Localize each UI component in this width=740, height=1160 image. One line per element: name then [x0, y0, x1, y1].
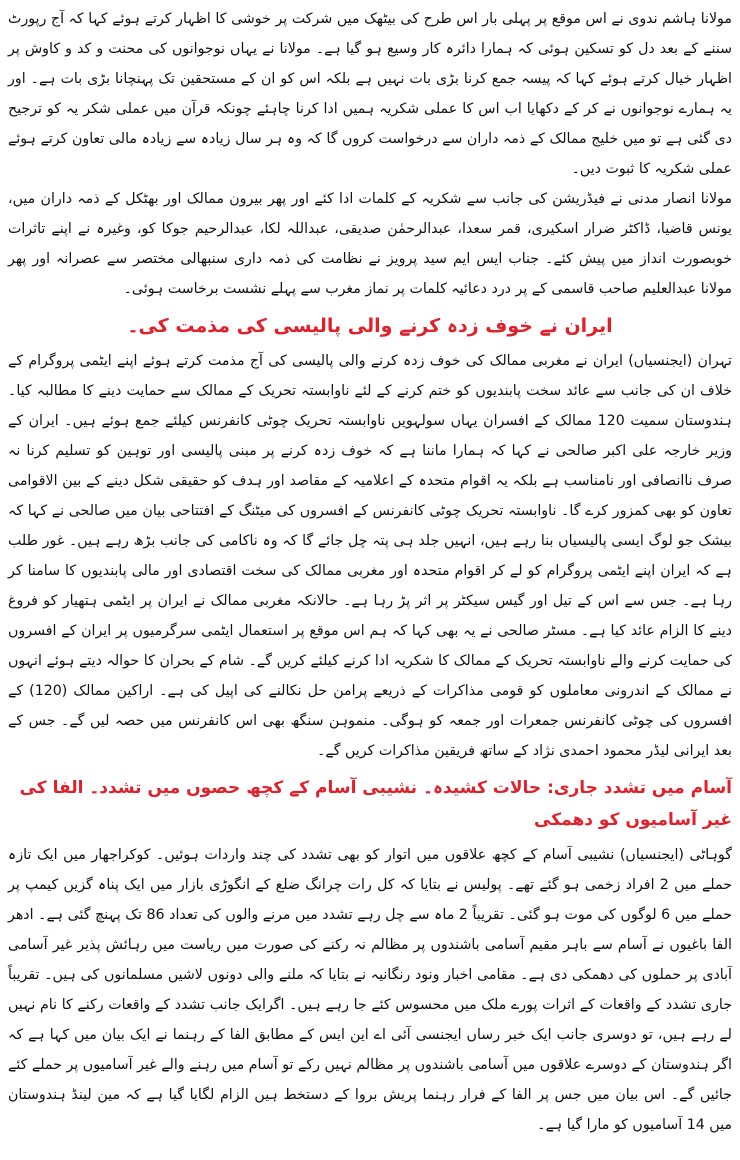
article-paragraph-intro-2: مولانا انصار مدنی نے فیڈریشن کی جانب سے شکریہ کے کلمات ادا کئے اور پھر بیرون ممالک اور بھٹکل کے ذمہ داران میں، یونس قاضیا، ڈاکٹر ضرار اسکیری، قمر سعدا، عبدالرحمٰن صدیقی، عبداللہ لکا، عبدالرحیم جوکا کو، وغیرہ نے اپنے تاثرات خوبصورت انداز میں پیش کئے۔ جناب ایس ایم سید پرویز نے نظامت کی ذمہ داری سنبھالی مختصر سے عصرانہ اور پھر مولانا عبدالعلیم صاحب قاسمی کے پر درد دعائیہ کلمات پر نماز مغرب سے پہلے نشست برخاست ہوئی۔	[8, 191, 732, 297]
article-paragraph-iran: تہران (ایجنسیاں) ایران نے مغربی ممالک کی خوف زدہ کرنے والی پالیسی کی آج مذمت کرتے ہوئے اپنے ایٹمی پروگرام کے خلاف ان کی جانب سے عائد سخت پابندیوں کو ختم کرنے کے لئے ناوابستہ تحریک کے ممالک سے حمایت دینے کا مطالبہ کیا۔ ہندوستان سمیت 120 ممالک کے افسران یہاں سولہویں ناوابستہ تحریک چوٹی کانفرنس کیلئے جمع ہوئے ہیں۔ ایران کے وزیر خارجہ علی اکبر صالحی نے کہا کہ ہمارا ماننا ہے کہ خوف زدہ کرنے پر مبنی پالیسی اور توہین کو تسلیم کرنا نہ صرف ناانصافی اور نامناسب ہے بلکہ یہ اقوام متحدہ کے اعلامیہ کے مقاصد اور ہدف کو حقیقی شکل دینے کے بین الاقوامی تعاون کو بھی کمزور کرے گا۔ ناوابستہ تحریک چوٹی کانفرنس کے افسروں کی میٹنگ کے افتتاحی بیان میں صالحی نے کہا کہ بیشک جو لوگ ایسی پالیسیاں بنا رہے ہیں، انہیں جلد ہی پتہ چل جائے گا کہ وہ ناکامی کی جانب بڑھ رہے ہیں۔ غور طلب ہے کہ ایران اپنے ایٹمی پروگرام کو لے کر اقوام متحدہ اور مغربی ممالک کی سخت اقتصادی اور مالی پابندیوں کا سامنا کر رہا ہے۔ جس سے اس کے تیل اور گیس سیکٹر پر اثر پڑ رہا ہے۔ حالانکہ مغربی ممالک نے ایران پر ایٹمی ہتھیار کو فروغ دینے کا الزام عائد کیا ہے۔ مسٹر صالحی نے یہ بھی کہا کہ ہم اس موقع پر استعمال ایٹمی سرگرمیوں پر ایران کے افسروں کی حمایت کرنے والے ناوابستہ تحریک کے ممالک کا شکریہ ادا کرنے کیلئے کریں گے۔ شام کے بحران کا حوالہ دیتے ہوئے انہوں نے ممالک کے اندرونی معاملوں کو قومی مذاکرات کے ذریعے پرامن حل نکالنے کی اپیل کی ہے۔ اراکین ممالک (120) کے افسروں کی چوٹی کانفرنس جمعرات اور جمعہ کو ہوگی۔ منموہن سنگھ بھی اس کانفرنس میں حصہ لیں گے۔ جس کے بعد ایرانی لیڈر محمود احمدی نژاد کے ساتھ فریقین مذاکرات کریں گے۔	[8, 353, 732, 759]
headline-assam: آسام میں تشدد جاری: حالات کشیدہ۔ نشیبی آسام کے کچھ حصوں میں تشدد۔ الفا کی غیر آسامیوں کو دھمکی	[19, 778, 732, 830]
headline-iran: ایران نے خوف زدہ کرنے والی پالیسی کی مذمت کی۔	[127, 315, 613, 337]
article-paragraph-assam: گوہاٹی (ایجنسیاں) نشیبی آسام کے کچھ علاقوں میں اتوار کو بھی تشدد کی چند واردات ہوئیں۔ کوکراجھار میں ایک تازہ حملے میں 2 افراد زخمی ہو گئے تھے۔ پولیس نے بتایا کہ کل رات چرانگ ضلع کے انگوڑی بازار میں ایک پناہ گزیں کیمپ پر حملے میں 6 لوگوں کی موت ہو گئی۔ تقریباً 2 ماہ سے چل رہے تشدد میں مرنے والوں کی تعداد 86 تک پہنچ گئی ہے۔ ادھر الفا باغیوں نے آسام سے باہر مقیم آسامی باشندوں پر مظالم نہ رکنے کی صورت میں ریاست میں رہائش پذیر غیر آسامی آبادی پر حملوں کی دھمکی دی ہے۔ مقامی اخبار ونود رنگانیہ نے بتایا کہ ملنے والی دونوں لاشیں مسلمانوں کی ہیں۔ تقریباً جاری تشدد کے واقعات کے اثرات پورے ملک میں محسوس کئے جا رہے ہیں۔ اگرایک جانب تشدد کے واقعات رکنے کا نام نہیں لے رہے ہیں، تو دوسری جانب ایک خبر رساں ایجنسی آئی اے این ایس کے مطابق الفا کے رہنما نے ایک بیان میں کہا ہے کہ اگر ہندوستان کے دوسرے علاقوں میں آسامی باشندوں پر مظالم نہیں رکے تو آسام میں رہنے والے غیر آسامیوں پر حملے کئے جائیں گے۔ اس بیان میں جس پر الفا کے فرار رہنما پریش بروا کے دستخط ہیں الزام لگایا گیا ہے کہ مین لینڈ ہندوستان میں 14 آسامیوں کو مارا گیا ہے۔	[8, 847, 732, 1133]
article-paragraph-intro-1: مولانا ہاشم ندوی نے اس موقع پر پہلی بار اس طرح کی بیٹھک میں شرکت پر خوشی کا اظہار کرتے ہوئے کہا کہ آج رپورٹ سننے کے بعد دل کو تسکین ہوئی کہ ہمارا دائرہ کار وسیع ہو گیا ہے۔ مولانا نے یہاں نوجوانوں کی محنت و کد و کاوش پر اظہار خیال کرتے ہوئے کہا کہ پیسہ جمع کرنا بڑی بات نہیں ہے بلکہ اس کو ان کے مستحقین تک پہنچانا بڑی بات ہے۔ اور یہ ہمارے نوجوانوں نے کر کے دکھایا اب اس کا عملی شکریہ ہمیں ادا کرنا چاہئے چونکہ قرآن میں عملی شکر یہ کو ترجیح دی گئی ہے تو میں خلیج ممالک کے ذمہ داران سے درخواست کروں گا کہ وہ ہر سال زیادہ سے زیادہ مالی تعاون کرتے ہوئے عملی شکریہ کا ثبوت دیں۔	[8, 11, 732, 177]
